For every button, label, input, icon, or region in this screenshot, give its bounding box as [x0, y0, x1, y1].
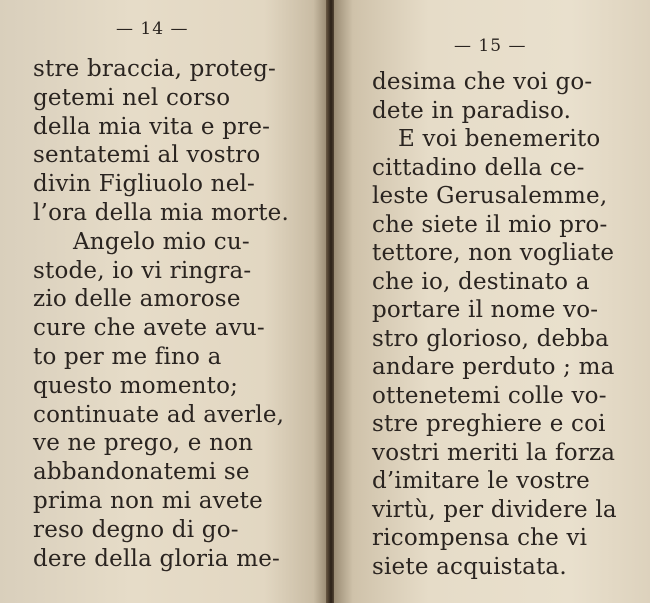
text-line: desima che voi go- — [372, 69, 593, 95]
text-line: divin Figliuolo nel- — [33, 171, 256, 198]
text-line: getemi nel corso — [33, 84, 231, 111]
text-line: sentatemi al vostro — [33, 142, 261, 169]
text-line: l’ora della mia morte. — [33, 200, 290, 226]
text-line: cittadino della ce- — [372, 154, 585, 181]
text-line: cure che avete avu- — [33, 315, 265, 342]
text-line: vostri meriti la forza — [372, 439, 616, 466]
text-line: continuate ad averle, — [33, 401, 285, 428]
text-line: ricompensa che vi — [372, 525, 588, 551]
text-line: prima non mi avete — [33, 488, 263, 514]
right-page — [334, 0, 650, 603]
text-line: stre braccia, proteg- — [33, 56, 276, 82]
text-line: tettore, non vogliate — [372, 240, 615, 266]
text-line: virtù, per dividere la — [372, 496, 617, 523]
text-line: d’imitare le vostre — [372, 468, 590, 494]
text-line: stre preghiere e coi — [372, 411, 606, 437]
text-line: portare il nome vo- — [372, 297, 599, 323]
text-line: siete acquistata. — [372, 553, 567, 580]
text-line: questo momento; — [33, 372, 239, 399]
text-line: ve ne prego, e non — [33, 430, 254, 457]
text-line: reso degno di go- — [33, 516, 239, 543]
text-line: abbandonatemi se — [33, 459, 250, 486]
text-line: che io, destinato a — [372, 268, 590, 295]
text-line: to per me fino a — [33, 344, 222, 370]
text-line: stro glorioso, debba — [372, 325, 610, 352]
text-line: che siete il mio pro- — [372, 211, 608, 238]
text-line: dere della gloria me- — [33, 545, 281, 572]
text-line: leste Gerusalemme, — [372, 183, 608, 209]
text-line: Angelo mio cu- — [73, 228, 250, 255]
page-number: — 14 — — [116, 19, 189, 39]
text-line: zio delle amorose — [33, 286, 241, 313]
text-line: della mia vita e pre- — [33, 113, 271, 140]
text-line: ottenetemi colle vo- — [372, 382, 607, 409]
text-line: dete in paradiso. — [372, 97, 572, 124]
text-line: andare perduto ; ma — [372, 354, 615, 380]
text-line: stode, io vi ringra- — [33, 257, 252, 284]
page-number: — 15 — — [454, 36, 527, 56]
text-line: E voi benemerito — [398, 126, 601, 152]
